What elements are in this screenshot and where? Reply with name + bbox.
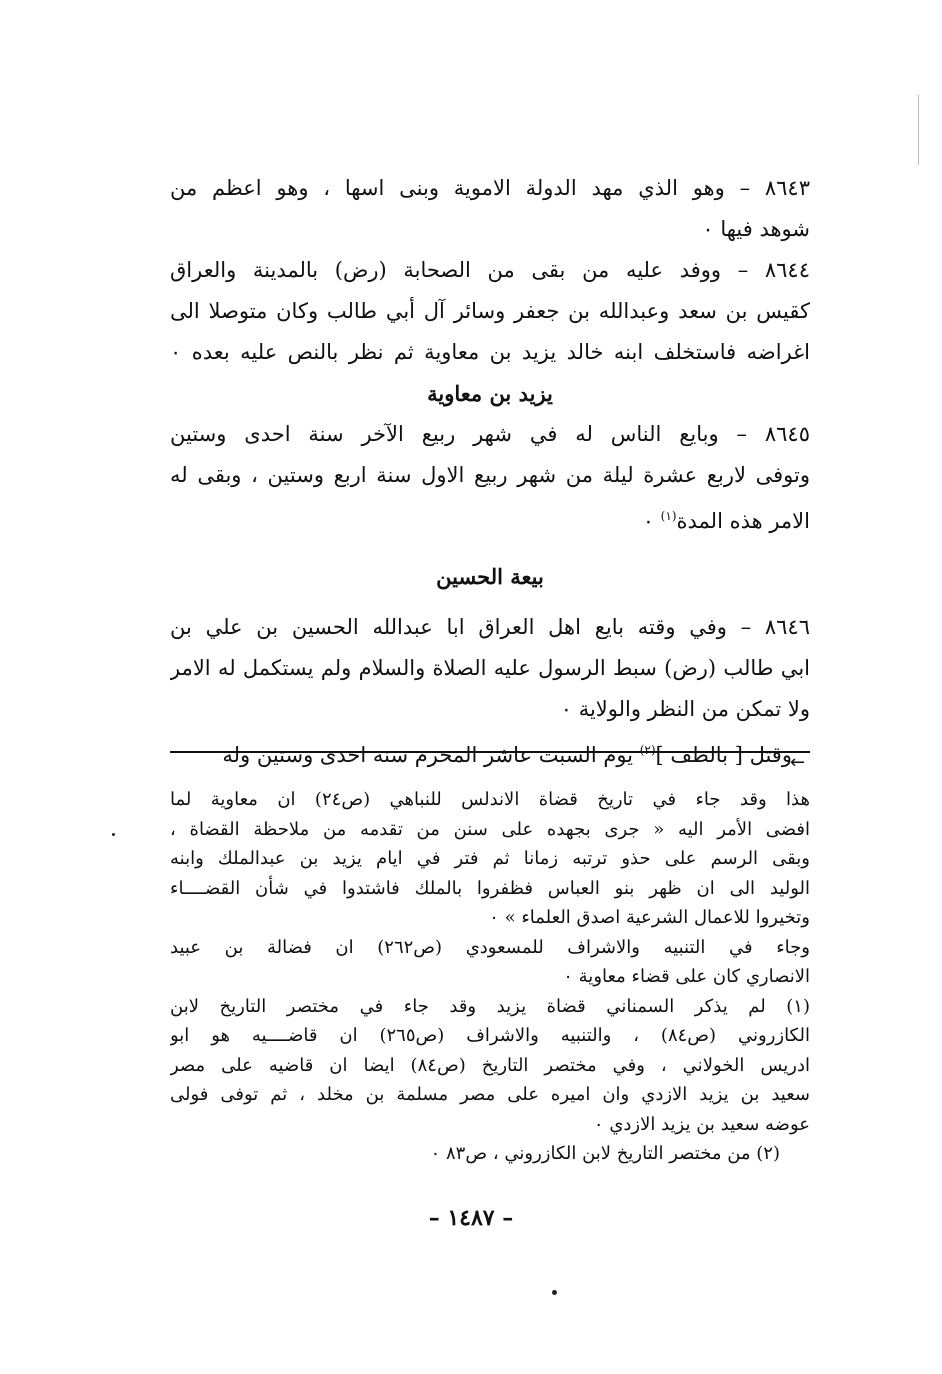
line-end: يوم السبت عاشر المحرم سنة احدى وستين وله <box>222 743 640 767</box>
paragraph-8644-line-3: اغراضه فاستخلف ابنه خالد يزيد بن معاوية ثم نظر بالنص عليه بعده ٠ <box>170 340 810 364</box>
paragraph-8646-line-2: ابي طالب (رض) سبط الرسول عليه الصلاة والسلام ولم يستكمل له الامر <box>170 656 810 680</box>
section-heading-husayn: بيعة الحسين <box>436 564 544 589</box>
footnotes <box>170 785 810 1169</box>
paragraph-8644-line-1: ٨٦٤٤ – ووفد عليه من بقى من الصحابة (رض) بالمدينة والعراق <box>170 258 810 282</box>
footnote-line: وبقى الرسم على حذو ترتبه زمانا ثم فتر في ايام يزيد بن عبدالملك وابنه <box>170 848 810 869</box>
paragraph-8645-line-3 <box>170 496 810 542</box>
footnote-line: عوضه سعيد بن يزيد الازدي ٠ <box>593 1113 810 1135</box>
footnote-ref-2: (٢) <box>639 743 656 757</box>
footnote-line: وجاء في التنبيه والاشراف للمسعودي (ص٢٦٢) ان فضالة بن عبيد <box>170 936 810 958</box>
page-number: – ١٤٨٧ – <box>428 1205 514 1231</box>
paragraph-8646-line-3: ولا تمكن من النظر والولاية ٠ <box>560 697 810 721</box>
scan-speck <box>112 833 115 836</box>
paragraph-8645-line-2: وتوفى لاربع عشرة ليلة من شهر ربيع الاول سنة اربع وستين ، وبقى له <box>170 463 810 487</box>
paragraph-8646-line-1: ٨٦٤٦ – وفي وقته بايع اهل العراق ابا عبدالله الحسين بن علي بن <box>170 615 810 639</box>
footnote-line: ادريس الخولاني ، وفي مختصر التاريخ (ص٨٤) ايضا ان قاضيه على مصر <box>170 1054 810 1076</box>
paragraph-8645-line-1: ٨٦٤٥ – وبايع الناس له في شهر ربيع الآخر سنة احدى وستين <box>170 422 810 446</box>
paragraph-8644-line-2: كقيس بن سعد وعبدالله بن جعفر وسائر آل أبي طالب وكان متوصلا الى <box>170 299 810 323</box>
line-text: الامر هذه المدة <box>676 509 810 533</box>
footnote-line: الكازروني (ص٨٤) ، والتنبيه والاشراف (ص٢٦٥) ان قاضــــيه هو ابو <box>170 1025 810 1046</box>
line-text: وقتل [ بالطف ] <box>655 743 792 767</box>
line-end: ٠ <box>642 509 661 533</box>
scan-speck <box>552 1290 557 1295</box>
footnote-line: وتخيروا للاعمال الشرعية اصدق العلماء » ٠ <box>489 907 810 928</box>
paragraph-8643-line-1: ٨٦٤٣ – وهو الذي مهد الدولة الاموية وبنى اسها ، وهو اعظم من <box>170 176 810 200</box>
paragraph-8643-line-2: شوهد فيها ٠ <box>702 217 810 241</box>
footnote-line: هذا وقد جاء في تاريخ قضاة الاندلس للنباهي (ص٢٤) ان معاوية لما <box>170 789 810 810</box>
footnote-line: الوليد الى ان ظهر بنو العباس فظفروا بالملك فاشتدوا في شأن القضــــاء <box>170 877 810 899</box>
footnote-line: (٢) من مختصر التاريخ لابن الكازروني ، ص٨٣ ٠ <box>430 1143 780 1164</box>
continuation-arrow-icon: ← <box>790 752 806 773</box>
section-heading-yazid: يزيد بن معاوية <box>427 381 553 406</box>
footnote-line: الانصاري كان على قضاء معاوية ٠ <box>563 966 810 987</box>
footnote-ref-1: (١) <box>660 509 677 523</box>
footnote-separator <box>170 751 810 753</box>
scan-edge-mark <box>918 95 919 165</box>
footnote-line: افضى الأمر اليه « جرى بجهده على سنن من تقدمه من ملاحظة القضاة ، <box>170 818 810 840</box>
paragraph-8646-line-4 <box>170 730 810 776</box>
main-text <box>170 168 810 776</box>
footnote-line: سعيد بن يزيد الازدي وان اميره على مصر مسلمة بن مخلد ، ثم توفى فولى <box>170 1084 810 1105</box>
footnote-line: (١) لم يذكر السمناني قضاة يزيد وقد جاء في مختصر التاريخ لابن <box>170 995 810 1017</box>
